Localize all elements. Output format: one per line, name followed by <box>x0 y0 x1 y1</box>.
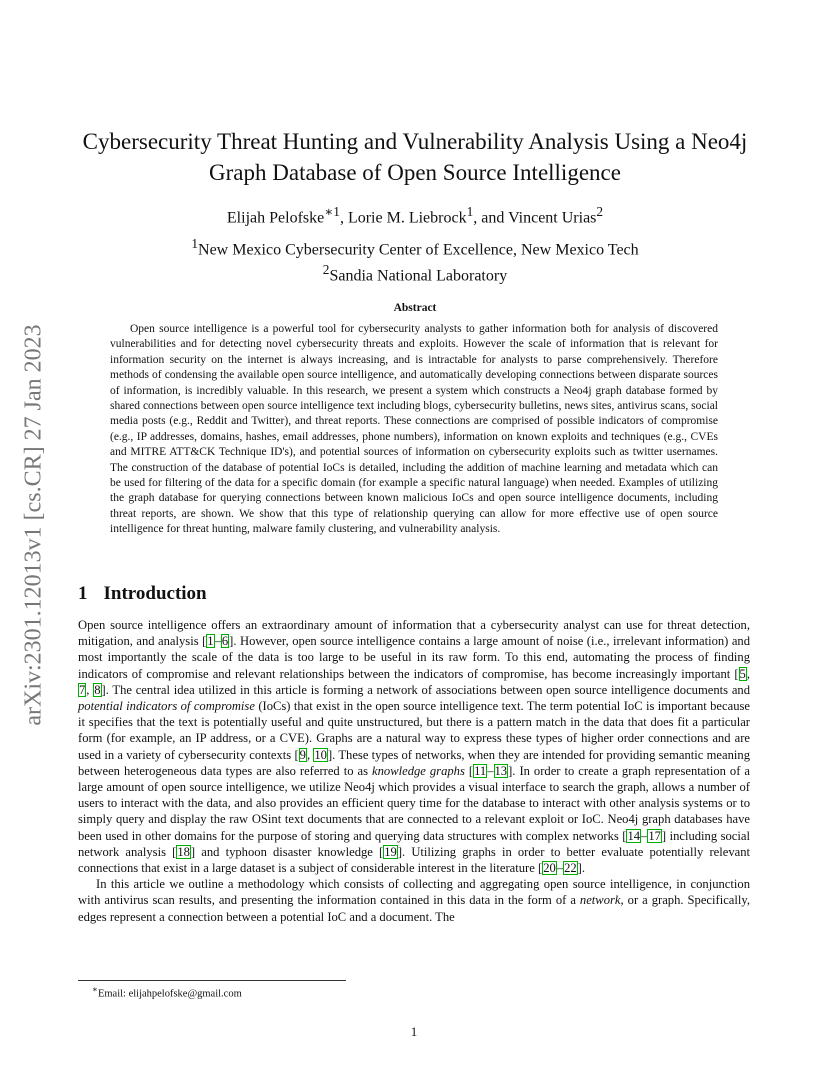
arxiv-identifier-text: arXiv:2301.12013v1 [cs.CR] 27 Jan 2023 <box>20 324 47 726</box>
author-name: Vincent Urias <box>508 209 597 227</box>
affiliation-mark: 2 <box>322 262 330 278</box>
citation-link[interactable]: 22 <box>564 861 577 876</box>
affiliation-name: New Mexico Cybersecurity Center of Excellence, New Mexico Tech <box>198 241 639 259</box>
citation-link[interactable]: 1 <box>207 634 214 649</box>
citation-link[interactable]: 5 <box>739 666 746 681</box>
citation-dash: – <box>641 828 648 843</box>
section-title: Introduction <box>103 583 207 604</box>
affiliation <box>80 234 750 260</box>
footnote <box>92 984 242 1000</box>
text-run: . Utilizing graphs in order to better evaluate potentially relevant connections that exist in a large dataset is a subject of considerable interest in the literature <box>78 844 750 876</box>
text-run: (IoCs) that exist in the open source intelligence text. The term potential IoC is important because it specifies that the text is potentially useful and quite unstructured, but there is a pattern match in the data that does fit a particular form (for example, an IP address, or a CVE). Graphs are a natural way to express these types of higher order connections and are used in a variety of cybersecurity contexts <box>78 699 750 762</box>
text-run: . In order to create a graph representation of a large amount of open source intelligence, we utilize Neo4j which provides a visual interface to search the graph, allows a number of users to interact with the data, and also provides an efficient query time for the database to interact with other analysis systems or to simply query and display the raw OSint text documents that are connected to a relevant exploit or IoC. Neo4j graph databases have been used in other domains for the purpose of storing and querying data structures with complex networks <box>78 763 750 843</box>
author-separator: , <box>339 209 348 227</box>
citation-link[interactable]: 10 <box>314 747 327 762</box>
text-run: Open source intelligence offers an extraordinary amount of information that a cybersecurity analyst can use for threat detection, mitigation, and analysis <box>78 618 750 649</box>
text-run: . These types of networks, when they are intended for providing semantic meaning between heterogeneous data types are also referred to as <box>78 747 750 778</box>
affiliation-list <box>80 234 750 287</box>
paragraph-2 <box>78 876 750 925</box>
footnote-divider <box>78 980 346 981</box>
section-number: 1 <box>78 583 88 604</box>
author-affiliation-mark: ∗1 <box>324 204 340 219</box>
affiliation-name: Sandia National Laboratory <box>329 267 508 285</box>
citation-link[interactable]: 19 <box>384 844 397 859</box>
text-run: and typhoon disaster knowledge <box>195 844 380 859</box>
citation-link[interactable]: 6 <box>221 634 229 649</box>
abstract-heading: Abstract <box>393 302 437 314</box>
section-body <box>78 617 750 925</box>
arxiv-identifier <box>20 292 48 758</box>
author-name: Lorie M. Liebrock <box>347 209 467 227</box>
emphasis-text: potential indicators of compromise <box>78 699 255 714</box>
text-run: including social network analysis <box>78 828 750 859</box>
affiliation-mark: 1 <box>191 236 199 251</box>
text-run: . The central idea utilized in this article is forming a network of associations between open source intelligence documents and <box>105 682 751 697</box>
text-run: , or a graph. Specifically, edges represent a connection between a potential IoC and a document. The <box>78 893 751 924</box>
citation-link[interactable]: 11 <box>474 763 487 778</box>
footnote-text: Email: elijahpelofske@gmail.com <box>97 988 242 1000</box>
text-run: . However, open source intelligence contains a large amount of noise (i.e., irrelevant information) and most importantly the scale of the data is too large to be useful in its raw form. To this end, automating the process of finding indicators of compromise and relevant relationships between the indicators of compromise, has become increasingly important <box>78 634 751 681</box>
citation-link[interactable]: 13 <box>494 763 508 778</box>
footnote-mark: ∗ <box>92 984 98 994</box>
citation-link[interactable]: 20 <box>543 861 556 876</box>
emphasis-text: knowledge graphs <box>372 763 465 778</box>
emphasis-text: network <box>579 893 621 908</box>
author-affiliation-mark: 1 <box>466 204 474 219</box>
citation-dash: – <box>487 763 494 778</box>
paper-title: Cybersecurity Threat Hunting and Vulnerability Analysis Using a Neo4j Graph Database of Open Source Intelligence <box>82 129 748 185</box>
affiliation <box>80 260 750 286</box>
page-number: 1 <box>410 1024 418 1039</box>
paragraph-1: Open source intelligence offers an extraordinary amount of information that a cybersecurity analyst can use for threat detection, mitigation, and analysis [1–6]. However, open source intelligence contains a large amount of noise (i.e., irrelevant information) and most importantly the scale of the data is too large to be useful in its raw form. To this end, automating the process of finding indicators of compromise and relevant relationships between the indicators of compromise, has become increasingly important [5, 7, 8]. The central idea utilized in this article is forming a network of associations between open source intelligence documents and potential indicators of compromise (IoCs) that exist in the open source intelligence text. The term potential IoC is important because it specifies that the text is potentially useful and quite unstructured, but there is a pattern match in the data that does fit a particular form (for example, an IP address, or a CVE). Graphs are a natural way to express these types of higher order connections and are used in a variety of cybersecurity contexts [9, 10]. These types of networks, when they are intended for providing semantic meaning between heterogeneous data types are also referred to as knowledge graphs [11–13]. In order to create a graph representation of a large amount of open source intelligence, we utilize Neo4j which provides a visual interface to search the graph, allows a number of users to interact with the data, and also provides an efficient query time for the database to interact with other analysis systems or to simply query and display the raw OSint text documents that are connected to a relevant exploit or IoC. Neo4j graph databases have been used in other domains for the purpose of storing and querying data structures with complex networks [14–17] including social network analysis [18] and typhoon disaster knowledge [19]. Utilizing graphs in order to better evaluate potentially relevant connections that exist in a large dataset is a subject of considerable interest in the literature [20–22]. <box>78 618 751 876</box>
citation-link[interactable]: 9 <box>299 747 306 762</box>
author-separator: , and <box>473 209 509 227</box>
author-name: Elijah Pelofske <box>226 209 325 227</box>
citation-link[interactable]: 18 <box>177 844 190 859</box>
citation-link[interactable]: 14 <box>627 828 641 843</box>
text-run: . <box>581 861 586 876</box>
text-run: In this article we outline a methodology which consists of collecting and aggregating open source intelligence, in conjunction with antivirus scan results, and presenting the information contained in this data in the form of a <box>78 877 750 908</box>
citation-dash: – <box>214 634 221 649</box>
abstract-text: Open source intelligence is a powerful tool for cybersecurity analysts to gather information both for analysis of discovered vulnerabilities and for detecting novel cybersecurity threats and exploits. However the scale of information that is relevant for information security on the internet is always increasing, and is intractable for analysts to parse comprehensively. Therefore methods of condensing the available open source intelligence, and automatically developing connections between disparate sources of information, is incredibly valuable. In this research, we present a system which constructs a Neo4j graph database formed by shared connections between open source intelligence text including blogs, cybersecurity bulletins, news sites, antivirus scans, social media posts (e.g., Reddit and Twitter), and threat reports. These connections are comprised of possible indicators of compromise (e.g., IP addresses, domains, hashes, email addresses, phone numbers), information on known exploits and techniques (e.g., CVEs and MITRE ATT&CK Technique ID's), and potential sources of information on cybersecurity exploits such as twitter usernames. The construction of the database of potential IoCs is detailed, including the addition of machine learning and metadata which can be used for filtering of the data for a specific domain (for example a specific natural language) when needed. Examples of utilizing the graph database for querying connections between known malicious IoCs and open source intelligence documents, including threat reports, are shown. We show that this type of relationship querying can allow for more effective use of open source intelligence for threat hunting, malware family clustering, and vulnerability analysis. <box>110 323 718 536</box>
citation-link[interactable]: 17 <box>648 828 661 843</box>
citation-link[interactable]: 7 <box>79 682 86 697</box>
section-heading <box>78 583 207 605</box>
text-run <box>465 764 469 778</box>
citation-link[interactable]: 8 <box>94 682 101 697</box>
citation-dash: – <box>556 861 564 876</box>
author-affiliation-mark: 2 <box>596 204 604 219</box>
author-list <box>80 202 750 228</box>
